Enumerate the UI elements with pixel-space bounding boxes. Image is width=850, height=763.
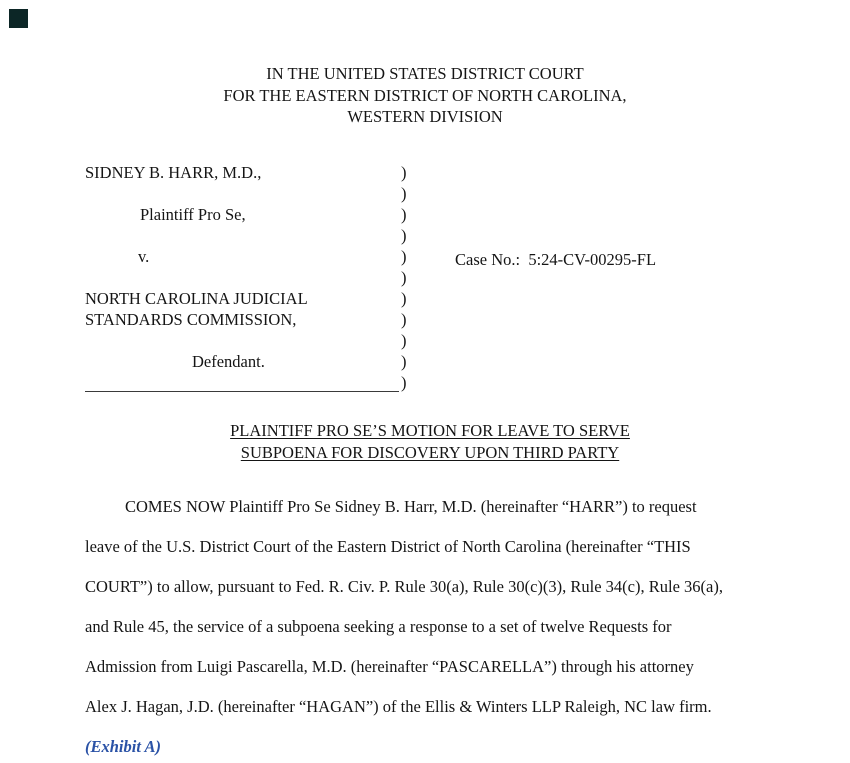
motion-title-line2: SUBPOENA FOR DISCOVERY UPON THIRD PARTY <box>240 443 620 462</box>
case-number: Case No.: 5:24-CV-00295-FL <box>455 250 657 269</box>
case-caption <box>85 162 425 393</box>
caption-row <box>85 267 425 288</box>
defendant-name-line2: STANDARDS COMMISSION, <box>85 310 297 329</box>
defendant-role: Defendant. <box>192 352 265 371</box>
caption-underline-row <box>85 372 425 393</box>
body-line-2: leave of the U.S. District Court of the Eastern District of North Carolina (hereinafter “THIS <box>85 537 691 556</box>
caption-paren: ) <box>401 310 407 329</box>
caption-paren: ) <box>401 373 407 392</box>
caption-paren: ) <box>401 184 407 203</box>
caption-paren: ) <box>401 226 407 245</box>
court-district: FOR THE EASTERN DISTRICT OF NORTH CAROLINA, <box>223 85 627 105</box>
court-division: WESTERN DIVISION <box>347 107 503 126</box>
body-line-6: Alex J. Hagan, J.D. (hereinafter “HAGAN”) of the Ellis & Winters LLP Raleigh, NC law firm. <box>85 697 712 716</box>
body-line-5: Admission from Luigi Pascarella, M.D. (hereinafter “PASCARELLA”) through his attorney <box>85 657 694 676</box>
corner-marker <box>9 9 28 28</box>
caption-row <box>85 246 425 267</box>
caption-row <box>85 204 425 225</box>
motion-title <box>85 420 775 464</box>
caption-paren: ) <box>401 247 407 266</box>
plaintiff-name: SIDNEY B. HARR, M.D., <box>85 163 262 182</box>
court-name: IN THE UNITED STATES DISTRICT COURT <box>266 64 584 83</box>
caption-row <box>85 225 425 246</box>
motion-body <box>85 487 835 763</box>
body-line-1: COMES NOW Plaintiff Pro Se Sidney B. Harr, M.D. (hereinafter “HARR”) to request <box>125 497 697 516</box>
caption-row <box>85 330 425 351</box>
caption-paren: ) <box>401 268 407 287</box>
caption-paren: ) <box>401 331 407 350</box>
caption-row <box>85 309 425 330</box>
caption-row <box>85 351 425 372</box>
exhibit-reference: (Exhibit A) <box>85 737 161 756</box>
body-line-3: COURT”) to allow, pursuant to Fed. R. Civ. P. Rule 30(a), Rule 30(c)(3), Rule 34(c), Rule 36(a), <box>85 577 723 596</box>
body-line-4: and Rule 45, the service of a subpoena seeking a response to a set of twelve Requests for <box>85 617 672 636</box>
caption-paren: ) <box>401 289 407 308</box>
plaintiff-role: Plaintiff Pro Se, <box>140 205 246 224</box>
motion-title-line1: PLAINTIFF PRO SE’S MOTION FOR LEAVE TO SERVE <box>230 421 630 440</box>
versus-label: v. <box>138 247 150 266</box>
court-header <box>0 63 850 128</box>
caption-row <box>85 162 425 183</box>
caption-rule <box>85 372 399 392</box>
caption-paren: ) <box>401 352 407 371</box>
caption-paren: ) <box>401 205 407 224</box>
caption-row <box>85 288 425 309</box>
defendant-name-line1: NORTH CAROLINA JUDICIAL <box>85 289 308 308</box>
caption-paren: ) <box>401 163 407 182</box>
caption-row <box>85 183 425 204</box>
